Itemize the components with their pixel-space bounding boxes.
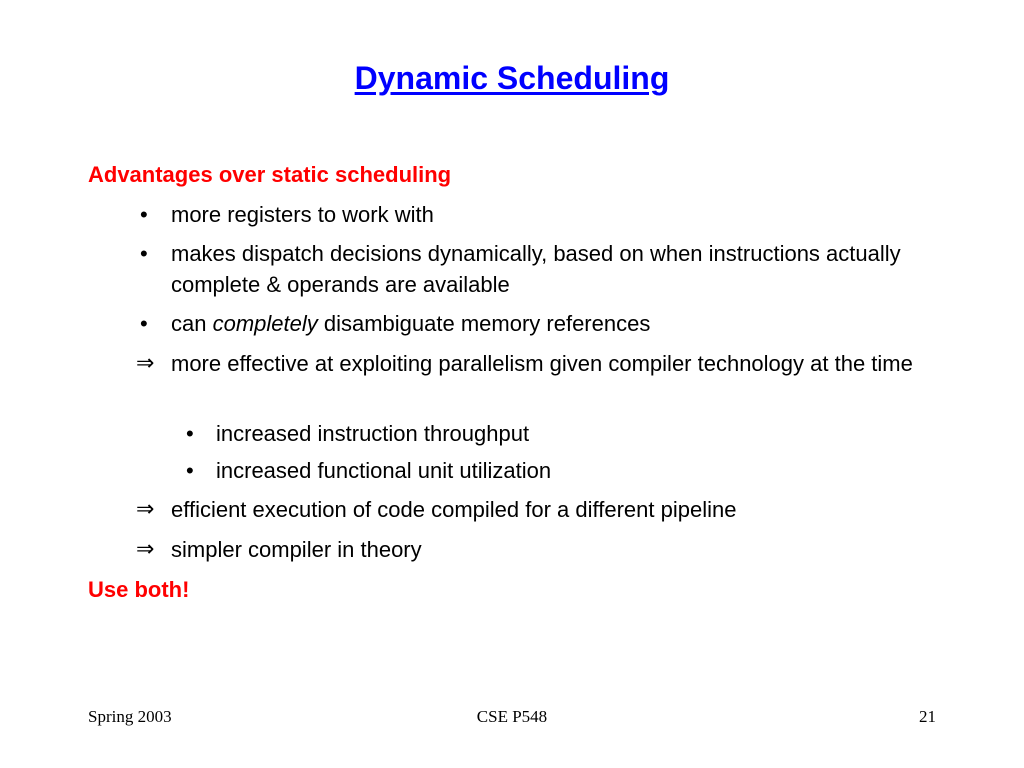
bullet-text-pre: can xyxy=(171,311,213,336)
bullet-text-emphasis: completely xyxy=(212,311,318,336)
sub-bullet-item: increased functional unit utilization xyxy=(216,458,552,483)
implication-item: simpler compiler in theory xyxy=(171,537,422,562)
implies-arrow-icon: ⇒ xyxy=(136,497,155,522)
implication-item: efficient execution of code compiled for a different pipeline xyxy=(171,497,737,522)
bullet-marker: • xyxy=(140,202,148,227)
implies-arrow-icon: ⇒ xyxy=(136,537,155,562)
section-heading: Advantages over static scheduling xyxy=(88,162,452,187)
footer-date: Spring 2003 xyxy=(88,707,172,726)
sub-bullet-item: increased instruction throughput xyxy=(216,421,530,446)
bullet-item: more registers to work with xyxy=(171,202,434,227)
bullet-item: makes dispatch decisions dynamically, based on when instructions actually complete & operands are available xyxy=(171,241,901,297)
bullet-item xyxy=(171,308,951,339)
sub-bullet-marker: • xyxy=(186,421,194,446)
bullet-text-post: disambiguate memory references xyxy=(317,311,651,336)
implies-arrow-icon: ⇒ xyxy=(136,351,155,376)
bullet-marker: • xyxy=(140,311,148,336)
conclusion-text: Use both! xyxy=(88,577,190,602)
footer-page-number: 21 xyxy=(919,707,936,726)
footer-course: CSE P548 xyxy=(476,707,548,726)
implication-item: more effective at exploiting parallelism given compiler technology at the time xyxy=(171,351,913,376)
bullet-marker: • xyxy=(140,241,148,266)
sub-bullet-marker: • xyxy=(186,458,194,483)
slide-title: Dynamic Scheduling xyxy=(354,60,670,96)
